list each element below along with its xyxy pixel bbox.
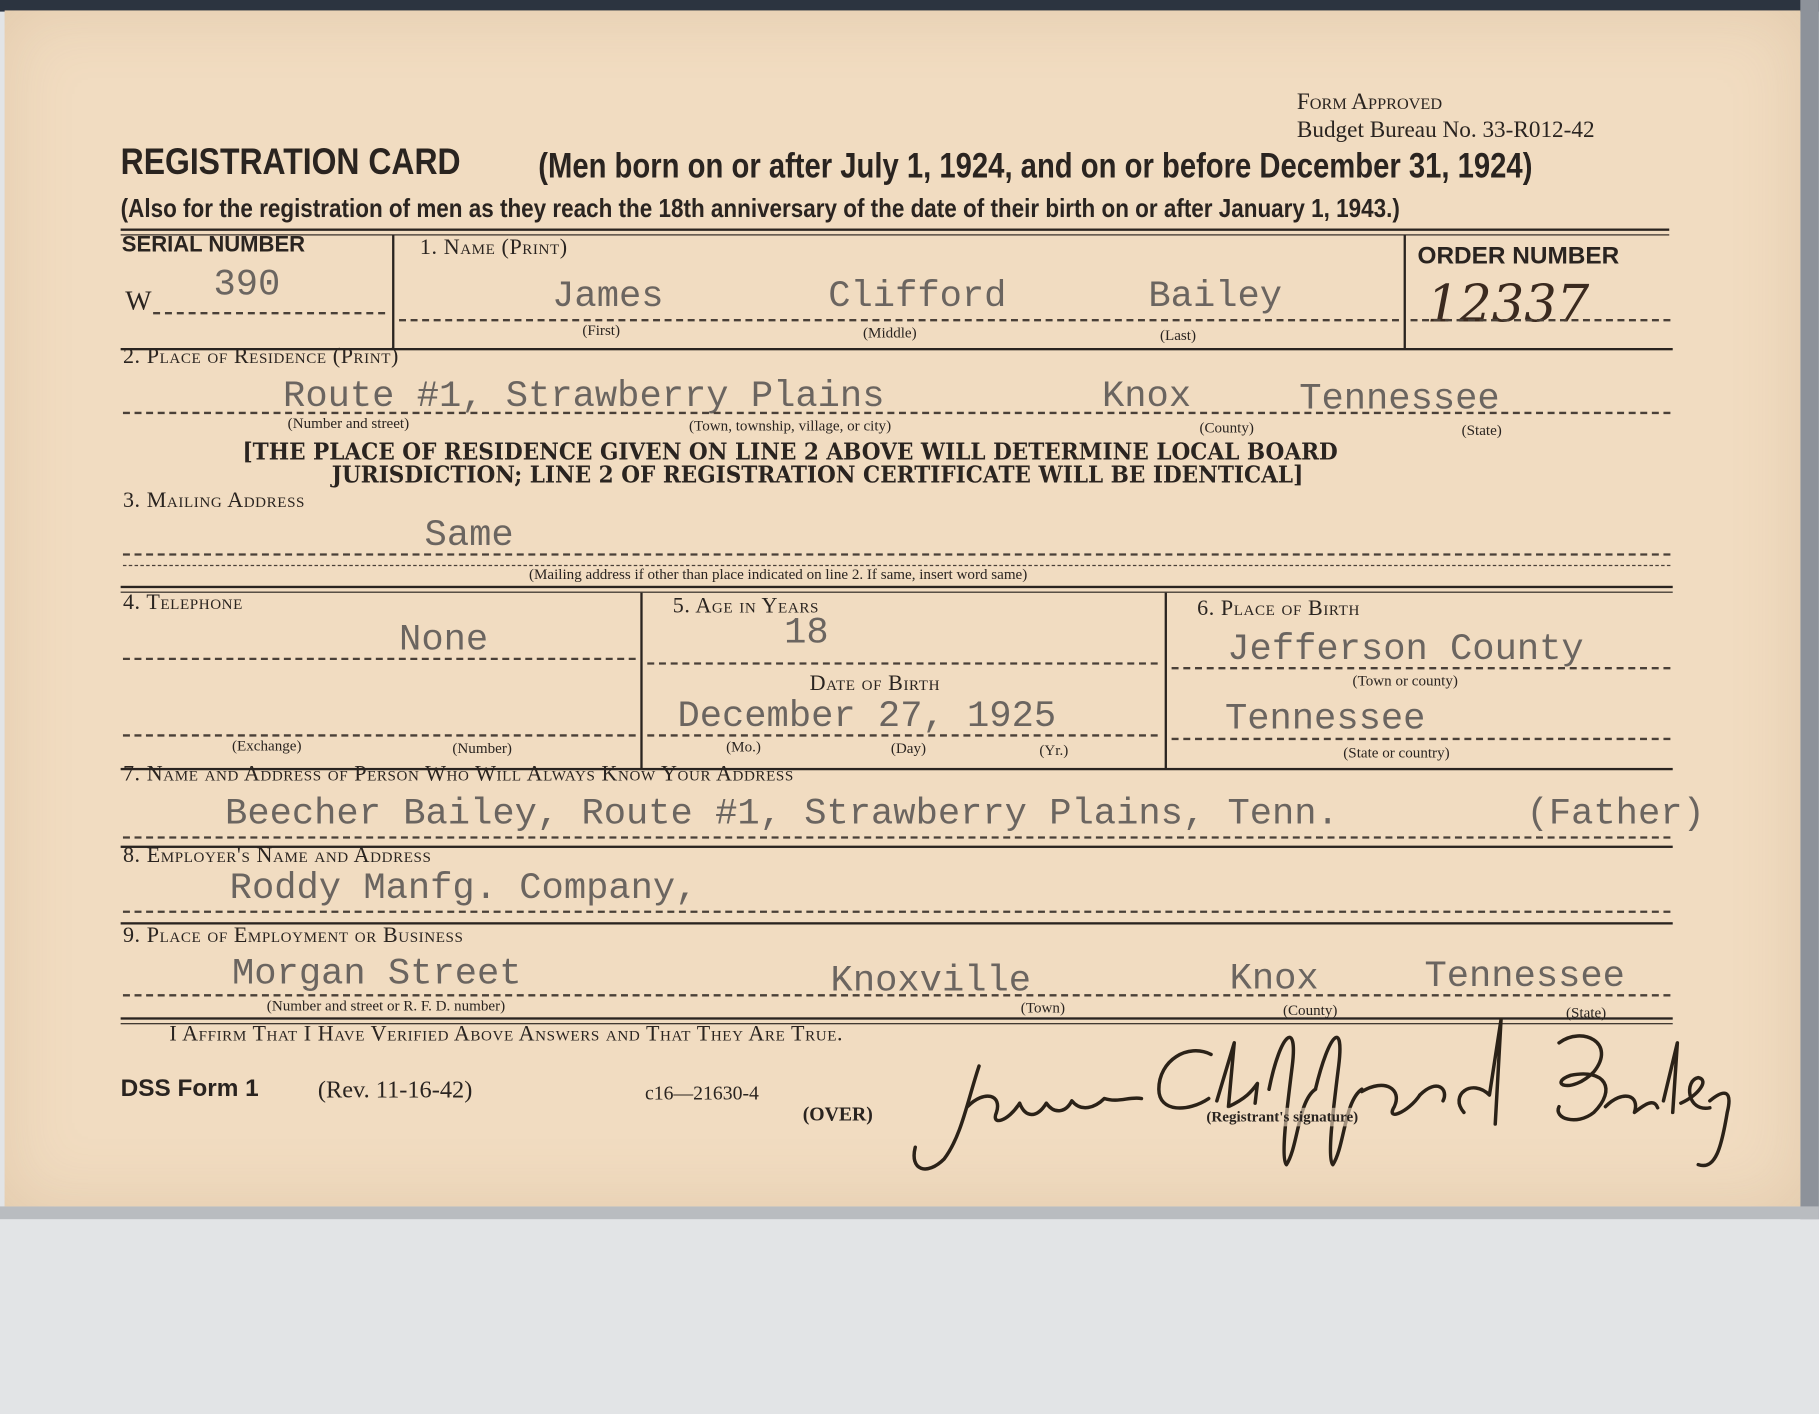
- order-number-value: 12337: [1426, 274, 1590, 335]
- card-title: REGISTRATION CARD: [120, 140, 461, 183]
- birthplace-label: 6. Place of Birth: [1197, 596, 1360, 621]
- birthplace-state: Tennessee: [1224, 697, 1426, 741]
- serial-number-label: SERIAL NUMBER: [121, 233, 306, 258]
- middle-name: Clifford: [828, 274, 1007, 318]
- employment-county: Knox: [1229, 957, 1319, 1000]
- budget-bureau-number: Budget Bureau No. 33-R012-42: [1296, 117, 1595, 143]
- employer-label: 8. Employer's Name and Address: [122, 843, 432, 868]
- scan-right-edge: [1800, 0, 1819, 1219]
- dob-label: Date of Birth: [809, 671, 941, 696]
- name-label: 1. Name (Print): [419, 235, 568, 260]
- age-label: 5. Age in Years: [672, 593, 819, 619]
- employment-label: 9. Place of Employment or Business: [122, 923, 464, 948]
- residence-label: 2. Place of Residence (Print): [122, 344, 399, 369]
- residence-county: Knox: [1102, 374, 1192, 418]
- residence-notice-line1: [THE PLACE OF RESIDENCE GIVEN ON LINE 2 ABOVE WILL DETERMINE LOCAL BOARD: [242, 437, 1338, 466]
- caption-month: (Mo.): [726, 737, 761, 756]
- order-number-label: ORDER NUMBER: [1417, 242, 1620, 270]
- residence-street-town: Route #1, Strawberry Plains: [283, 374, 885, 418]
- caption-county: (County): [1199, 418, 1254, 437]
- dob-value: December 27, 1925: [677, 694, 1057, 738]
- caption-number: (Number): [452, 738, 512, 757]
- residence-notice-line2: JURISDICTION; LINE 2 OF REGISTRATION CERTIFICATE WILL BE IDENTICAL]: [331, 460, 1304, 489]
- caption-emp-county: (County): [1282, 1001, 1338, 1019]
- serial-number-value: 390: [213, 263, 281, 307]
- caption-town-county: (Town or county): [1352, 671, 1458, 690]
- contact-value: Beecher Bailey, Route #1, Strawberry Plains, Tenn.: [225, 792, 1339, 836]
- caption-exchange: (Exchange): [232, 736, 302, 754]
- mailing-caption: (Mailing address if other than place indicated on line 2. If same, insert word same): [528, 564, 1028, 583]
- caption-town: (Town, township, village, or city): [689, 416, 892, 434]
- print-code: c16—21630-4: [644, 1082, 759, 1105]
- signature-caption: (Registrant's signature): [1206, 1107, 1359, 1126]
- caption-street-rfd: (Number and street or R. F. D. number): [266, 996, 506, 1014]
- caption-emp-state: (State): [1566, 1003, 1607, 1021]
- telephone-label: 4. Telephone: [122, 590, 243, 615]
- registrant-signature: [898, 996, 1756, 1182]
- telephone-value: None: [399, 618, 489, 662]
- over-label: (OVER): [802, 1103, 873, 1126]
- form-revision: (Rev. 11-16-42): [317, 1075, 473, 1104]
- caption-state-country: (State or country): [1343, 743, 1450, 761]
- caption-day: (Day): [890, 738, 927, 757]
- scan-bottom-edge: [0, 1206, 1819, 1219]
- form-approved-label: Form Approved: [1296, 89, 1443, 115]
- caption-emp-town: (Town): [1020, 998, 1065, 1017]
- form-id: DSS Form 1: [120, 1075, 259, 1102]
- mailing-value: Same: [424, 513, 514, 557]
- caption-year: (Yr.): [1039, 741, 1069, 759]
- caption-state: (State): [1461, 421, 1502, 439]
- employment-state: Tennessee: [1424, 954, 1625, 998]
- contact-relation: (Father): [1526, 792, 1705, 836]
- employment-town: Knoxville: [830, 959, 1032, 1003]
- affirmation-text: I Affirm That I Have Verified Above Answers and That They Are True.: [169, 1021, 844, 1047]
- title-note: (Men born on or after July 1, 1924, and on or before December 31, 1924): [538, 147, 1533, 186]
- card-subtitle: (Also for the registration of men as they reach the 18th anniversary of the date of their birth on or after January 1, 1943.): [120, 193, 1400, 223]
- registration-card: [5, 10, 1801, 1206]
- contact-label: 7. Name and Address of Person Who Will Always Know Your Address: [122, 762, 794, 787]
- birthplace-town: Jefferson County: [1227, 627, 1584, 671]
- last-name: Bailey: [1148, 274, 1283, 318]
- middle-caption: (Middle): [863, 323, 917, 342]
- first-caption: (First): [582, 321, 621, 339]
- mailing-label: 3. Mailing Address: [122, 488, 306, 513]
- serial-prefix: W: [125, 286, 152, 317]
- caption-number-street: (Number and street): [287, 414, 410, 432]
- employer-value: Roddy Manfg. Company,: [229, 866, 698, 910]
- last-caption: (Last): [1160, 325, 1197, 344]
- residence-state: Tennessee: [1299, 377, 1500, 420]
- first-name: James: [552, 274, 664, 318]
- employment-street: Morgan Street: [232, 952, 522, 996]
- age-value: 18: [784, 611, 829, 655]
